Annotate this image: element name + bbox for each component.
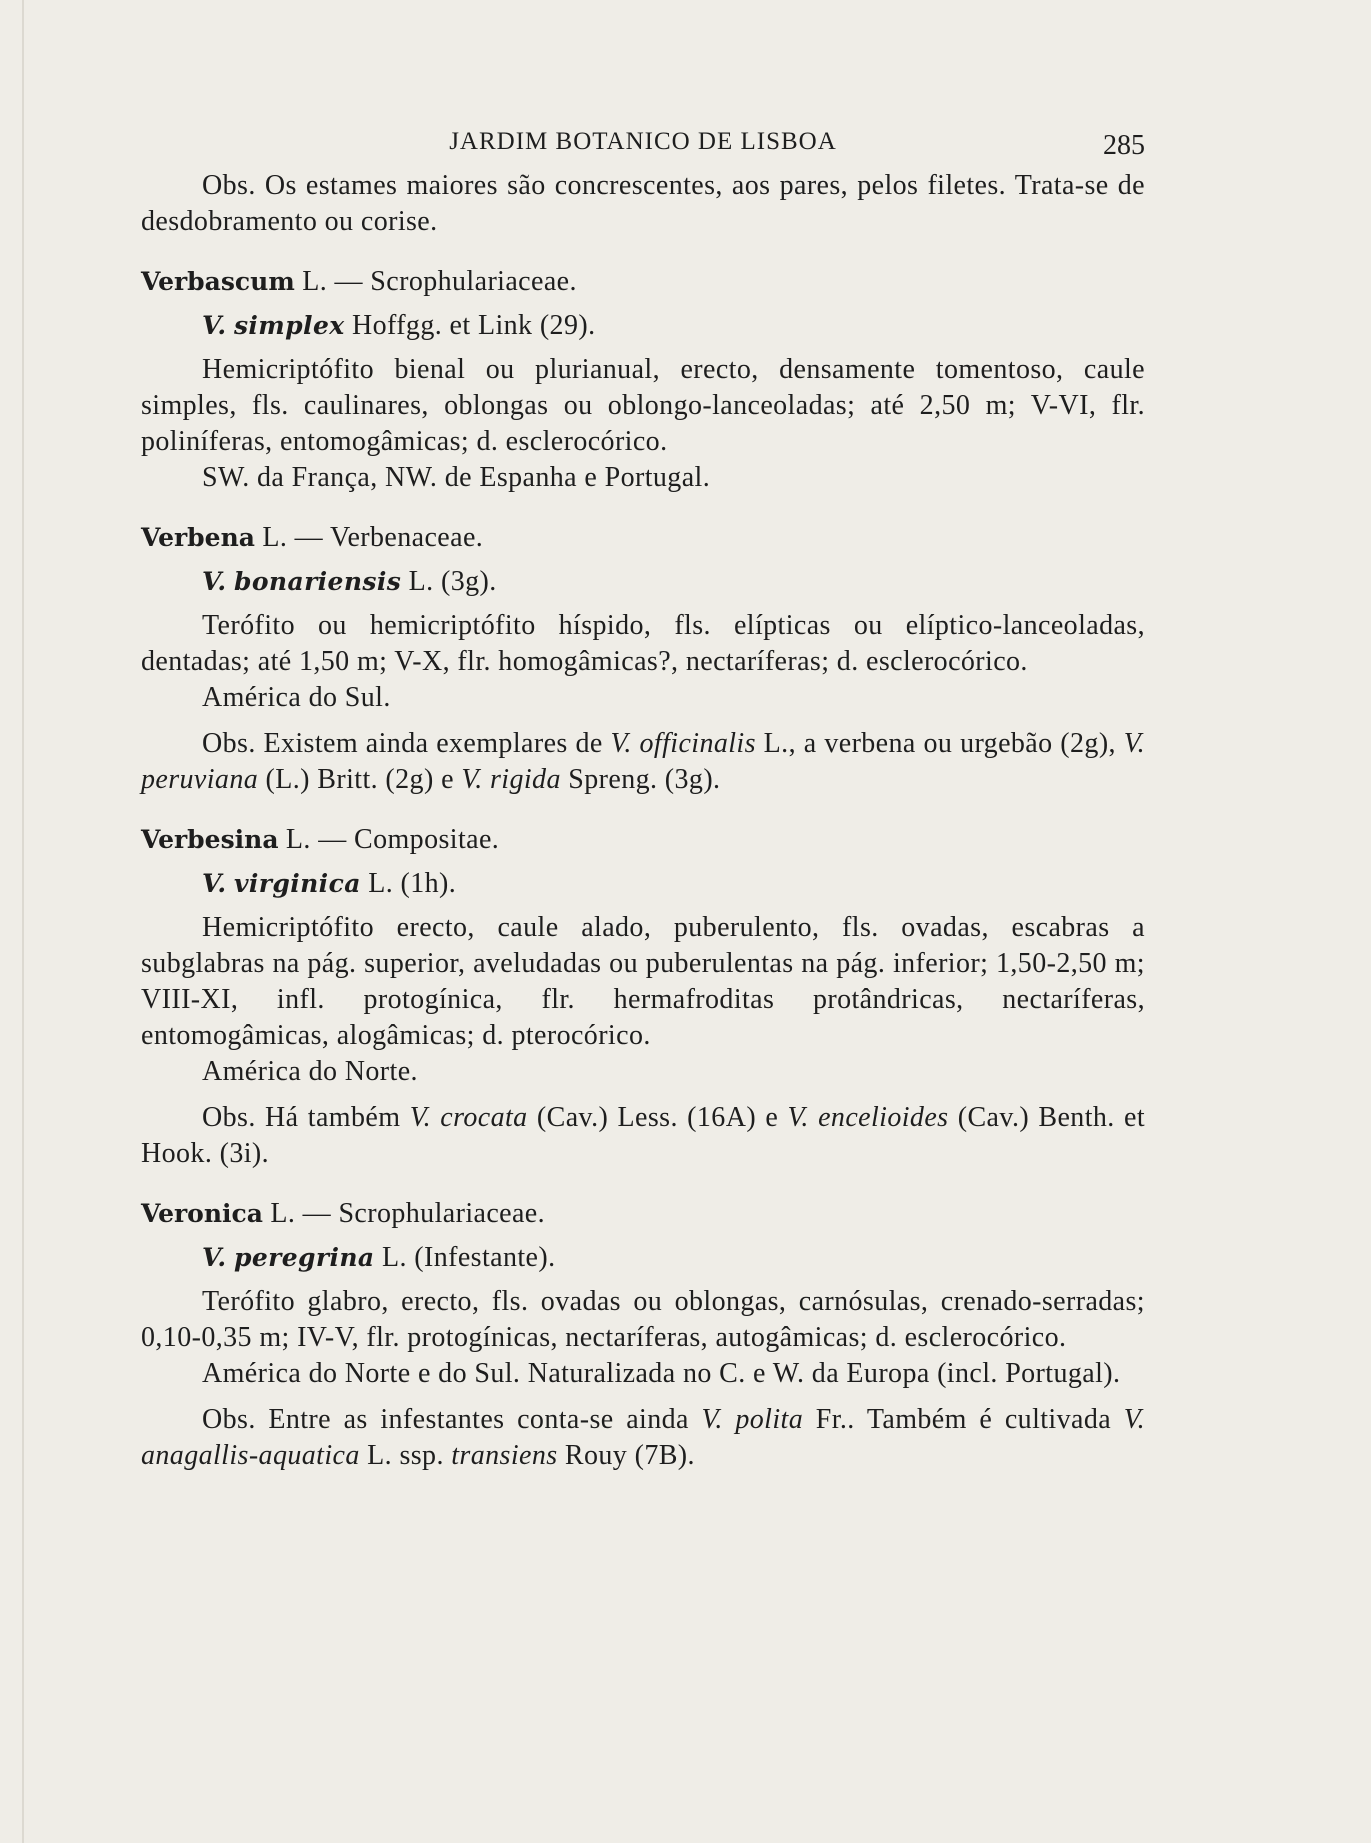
species-heading-verbesina-virginica xyxy=(141,866,1145,902)
obs-text: Obs. Existem ainda exemplares de xyxy=(202,728,611,759)
obs-text: Obs. Há também xyxy=(202,1102,410,1133)
obs-text: (Cav.) Benth. et Hook. (3i). xyxy=(141,1102,1145,1169)
page-body xyxy=(141,118,1145,1474)
species-heading-verbascum-simplex xyxy=(141,308,1145,344)
obs-text: Rouy (7B). xyxy=(557,1440,695,1471)
genus-heading-verbesina xyxy=(141,822,1145,858)
genus-heading-veronica xyxy=(141,1196,1145,1232)
species-abbr: V. xyxy=(202,869,227,898)
genus-name: Veronica xyxy=(141,1199,263,1228)
genus-heading-verbascum xyxy=(141,264,1145,300)
page-number: 285 xyxy=(1103,130,1145,161)
species-epithet: peregrina xyxy=(233,1243,375,1272)
species-obs xyxy=(141,726,1145,798)
obs-text: (L.) Britt. (2g) e xyxy=(258,764,462,795)
genus-name: Verbena xyxy=(141,523,255,552)
intro-obs: Obs. Os estames maiores são concrescentes, aos pares, pelos filetes. Trata-se de desdobramento ou corise. xyxy=(141,170,1145,237)
obs-taxon: V. encelioides xyxy=(787,1102,949,1133)
obs-taxon: V. peruviana xyxy=(141,728,1146,795)
species-abbr: V. xyxy=(202,1243,227,1272)
genus-heading-verbena xyxy=(141,520,1145,556)
species-distribution: América do Sul. xyxy=(202,682,391,713)
obs-taxon: V. officinalis xyxy=(610,728,756,759)
species-authority: L. (3g). xyxy=(408,566,497,597)
species-heading-veronica-peregrina xyxy=(141,1240,1145,1276)
species-epithet: virginica xyxy=(233,869,361,898)
species-description: Terófito glabro, erecto, fls. ovadas ou oblongas, carnósulas, crenado-serradas; 0,10-0,35 m; IV-V, flr. protogínicas, nectaríferas, autogâmicas; d. esclerocórico. xyxy=(141,1286,1145,1353)
species-distribution: SW. da França, NW. de Espanha e Portugal. xyxy=(202,462,711,493)
species-epithet: bonariensis xyxy=(233,567,402,596)
obs-taxon: V. rigida xyxy=(461,764,561,795)
species-description: Hemicriptófito bienal ou plurianual, erecto, densamente tomentoso, caule simples, fls. caulinares, oblongas ou oblongo-lanceoladas; até 2,50 m; V-VI, flr. poliníferas, entomogâmicas; d. esclerocórico. xyxy=(141,354,1145,457)
obs-taxon: V. polita xyxy=(701,1404,804,1435)
obs-taxon: V. anagallis-aquatica xyxy=(141,1404,1145,1471)
obs-text: (Cav.) Less. (16A) e xyxy=(527,1102,788,1133)
species-distribution: América do Norte e do Sul. Naturalizada no C. e W. da Europa (incl. Portugal). xyxy=(202,1358,1121,1389)
obs-text: L., a verbena ou urgebão (2g), xyxy=(755,728,1124,759)
genus-name: Verbesina xyxy=(141,825,279,854)
species-heading-verbena-bonariensis xyxy=(141,564,1145,600)
species-description: Hemicriptófito erecto, caule alado, puberulento, fls. ovadas, escabras a subglabras na pág. superior, aveludadas ou puberulentas na pág. inferior; 1,50-2,50 m; VIII-XI, infl. protogínica, flr. hermafroditas protândricas, nectaríferas, entomogâmicas, alogâmicas; d. pterocórico. xyxy=(141,912,1145,1051)
species-description: Terófito ou hemicriptófito híspido, fls. elípticas ou elíptico-lanceoladas, dentadas; até 1,50 m; V-X, flr. homogâmicas?, nectaríferas; d. esclerocórico. xyxy=(141,610,1145,677)
obs-text: L. ssp. xyxy=(359,1440,452,1471)
species-distribution: América do Norte. xyxy=(202,1056,418,1087)
species-abbr: V. xyxy=(202,567,227,596)
page-gutter xyxy=(22,0,24,1843)
obs-taxon: V. crocata xyxy=(409,1102,528,1133)
species-authority: L. (Infestante). xyxy=(381,1242,556,1273)
obs-taxon: transiens xyxy=(451,1440,558,1471)
obs-text: Spreng. (3g). xyxy=(560,764,721,795)
obs-text: Fr.. Também é cultivada xyxy=(803,1404,1124,1435)
species-epithet: simplex xyxy=(233,311,345,340)
species-abbr: V. xyxy=(202,311,227,340)
species-authority: Hoffgg. et Link (29). xyxy=(351,310,596,341)
genus-family: L. — Scrophulariaceae. xyxy=(270,1198,546,1229)
genus-family: L. — Verbenaceae. xyxy=(262,522,484,553)
species-obs xyxy=(141,1402,1145,1474)
running-head xyxy=(141,118,1145,168)
obs-text: Obs. Entre as infestantes conta-se ainda xyxy=(202,1404,702,1435)
running-title: JARDIM BOTANICO DE LISBOA xyxy=(449,128,837,155)
genus-name: Verbascum xyxy=(141,267,295,296)
genus-family: L. — Scrophulariaceae. xyxy=(302,266,577,297)
genus-family: L. — Compositae. xyxy=(285,824,500,855)
species-obs xyxy=(141,1100,1145,1172)
species-authority: L. (1h). xyxy=(368,868,457,899)
